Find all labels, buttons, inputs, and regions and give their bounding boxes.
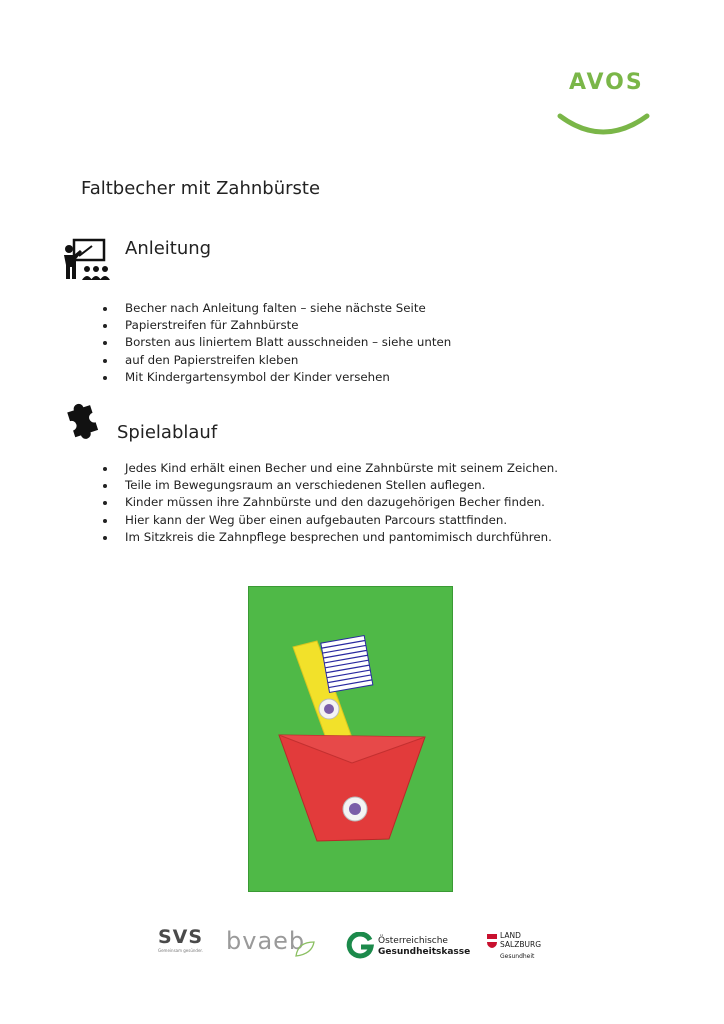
salzburg-logo [487, 926, 547, 966]
list-item: Mit Kindergartensymbol der Kinder versehen [103, 369, 451, 386]
list-item: Jedes Kind erhält einen Becher und eine Zahnbürste mit seinem Zeichen. [103, 460, 558, 477]
section-title-anleitung: Anleitung [125, 238, 212, 259]
leaf-icon [294, 940, 316, 958]
smile-arc-icon [555, 110, 655, 140]
oegk-logo-line1: Österreichische [378, 936, 448, 946]
svs-logo [158, 926, 204, 966]
bvaeb-logo [226, 926, 321, 966]
avos-logo-text: AVOS [569, 70, 644, 95]
folded-cup-toothbrush-image [249, 587, 452, 891]
oegk-g-icon [346, 932, 374, 960]
list-item: Teile im Bewegungsraum an verschiedenen Stellen auflegen. [103, 477, 558, 494]
spielablauf-list [103, 460, 558, 546]
bvaeb-logo-text: bvaeb [226, 927, 306, 955]
document-title: Faltbecher mit Zahnbürste [81, 178, 321, 199]
anleitung-list [103, 300, 451, 386]
teacher-presentation-icon [62, 238, 110, 282]
salzburg-logo-line2: SALZBURG [500, 939, 542, 949]
svs-logo-tagline: Gemeinsam gesünder. [158, 948, 203, 953]
craft-photo [248, 586, 453, 892]
avos-logo [555, 70, 655, 145]
oegk-logo-line2: Gesundheitskasse [378, 947, 471, 957]
salzburg-logo-line3: Gesundheit [500, 953, 535, 960]
list-item: Borsten aus liniertem Blatt ausschneiden – siehe unten [103, 334, 451, 351]
oegk-logo [346, 926, 471, 966]
list-item: Becher nach Anleitung falten – siehe nächste Seite [103, 300, 451, 317]
list-item: Kinder müssen ihre Zahnbürste und den dazugehörigen Becher finden. [103, 494, 558, 511]
puzzle-piece-icon [62, 398, 104, 440]
list-item: Hier kann der Weg über einen aufgebauten Parcours stattfinden. [103, 512, 558, 529]
list-item: auf den Papierstreifen kleben [103, 352, 451, 369]
list-item: Im Sitzkreis die Zahnpflege besprechen und pantomimisch durchführen. [103, 529, 558, 546]
coat-of-arms-icon [487, 934, 497, 948]
svs-logo-text: SVS [158, 926, 204, 948]
list-item: Papierstreifen für Zahnbürste [103, 317, 451, 334]
salzburg-logo-line1: LAND [500, 931, 521, 940]
section-title-spielablauf: Spielablauf [117, 422, 218, 443]
